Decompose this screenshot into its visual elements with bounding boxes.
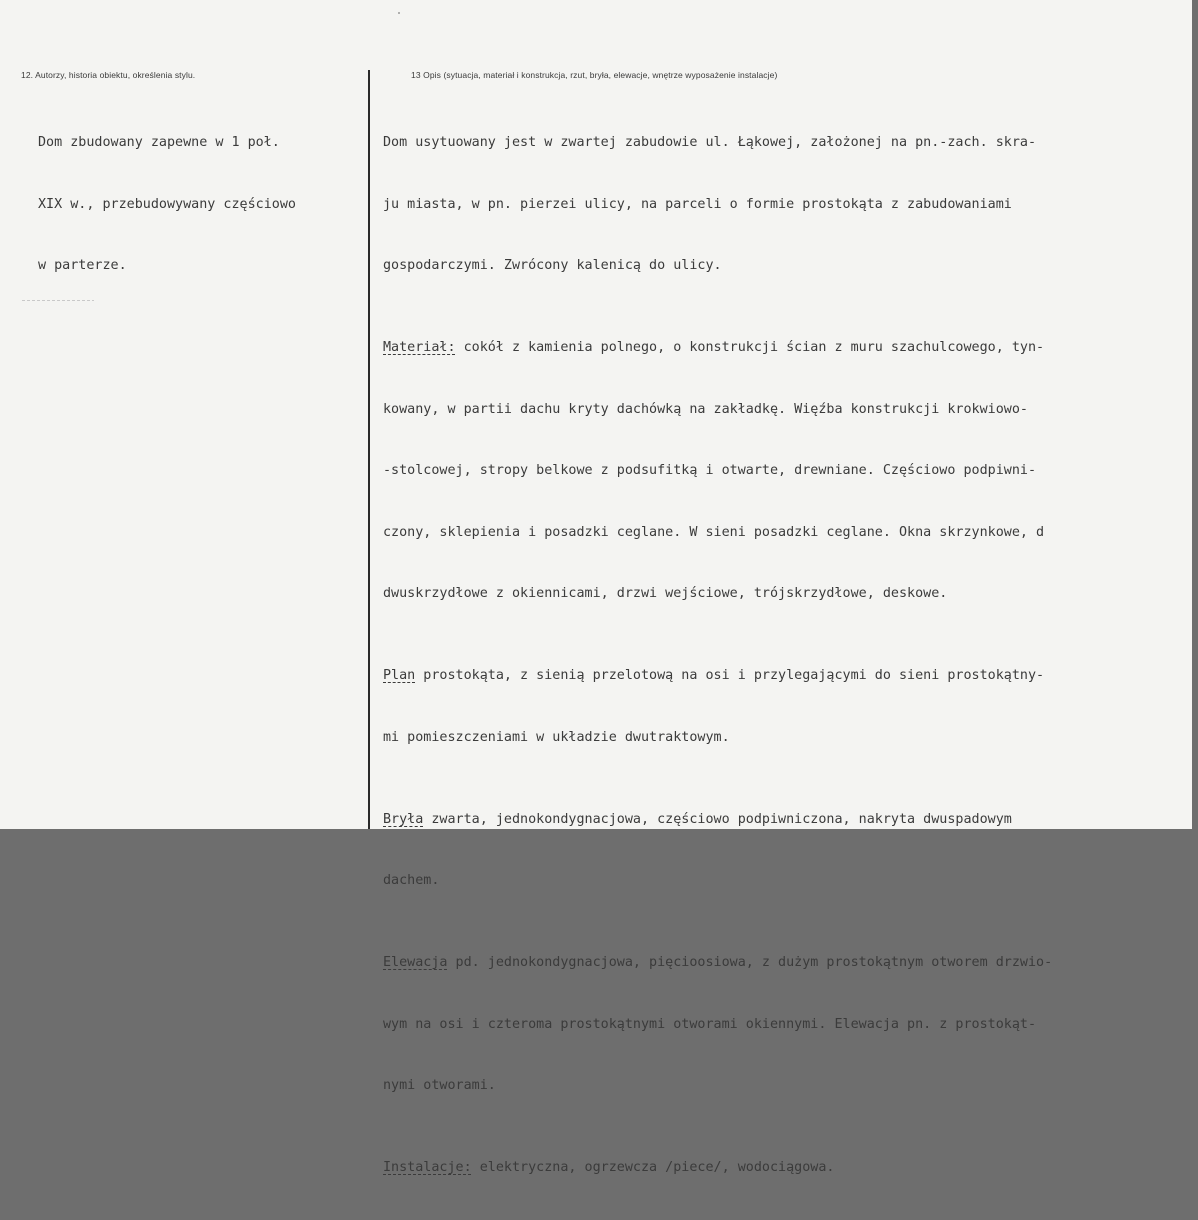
bryla-text: zwarta, jednokondygnacjowa, częściowo podpiwniczona, nakryta dwuspadowym xyxy=(423,811,1012,827)
material-line: -stolcowej, stropy belkowe z podsufitką i otwarte, drewniane. Częściowo podpiwni- xyxy=(383,463,1037,478)
paper-speck xyxy=(398,12,400,14)
material-label: Materiał: xyxy=(383,340,456,355)
field-12-text xyxy=(38,92,296,318)
situation-line: Dom usytuowany jest w zwartej zabudowie ul. Łąkowej, założonej na pn.-zach. skra- xyxy=(383,135,1037,150)
situation-line: ju miasta, w pn. pierzei ulicy, na parceli o formie prostokąta z zabudowaniami xyxy=(383,196,1012,212)
situation-line: gospodarczymi. Zwrócony kalenicą do ulicy. xyxy=(383,258,722,273)
field-13-text xyxy=(383,92,1189,1220)
field-12-line: XIX w., przebudowywany częściowo xyxy=(38,196,296,212)
bryla-label: Bryła xyxy=(383,811,424,827)
plan-text: prostokąta, z sienią przelotową na osi i przylegającymi do sieni prostokątny- xyxy=(415,668,1045,683)
instalacje-label: Instalacje: xyxy=(383,1160,472,1175)
field-12-line: w parterze. xyxy=(38,258,127,273)
field-12-line: Dom zbudowany zapewne w 1 poł. xyxy=(38,135,280,150)
bryla-line: dachem. xyxy=(383,873,440,888)
material-line xyxy=(383,338,1189,359)
elewacja-line: nymi otworami. xyxy=(383,1078,496,1093)
material-line: czony, sklepienia i posadzki ceglane. W sieni posadzki ceglane. Okna skrzynkowe, d xyxy=(383,524,1045,540)
plan-label: Plan xyxy=(383,668,416,683)
material-line: kowany, w partii dachu kryty dachówką na zakładkę. Więźba konstrukcji krokwiowo- xyxy=(383,401,1028,417)
plan-line xyxy=(383,666,1189,687)
plan-line: mi pomieszczeniami w układzie dwutraktowym. xyxy=(383,729,730,745)
field-12-label: 12. Autorzy, historia obiektu, określenia stylu. xyxy=(21,70,196,80)
instalacje-line xyxy=(383,1158,1189,1179)
elewacja-line: wym na osi i czteroma prostokątnymi otworami okiennymi. Elewacja pn. z prostokąt- xyxy=(383,1016,1037,1032)
elewacja-text: pd. jednokondygnacjowa, pięcioosiowa, z dużym prostokątnym otworem drzwio- xyxy=(447,955,1053,970)
material-text: cokół z kamienia polnego, o konstrukcji ścian z muru szachulcowego, tyn- xyxy=(455,340,1045,355)
instalacje-text: elektryczna, ogrzewcza /piece/, wodociągowa. xyxy=(471,1160,835,1175)
column-divider xyxy=(368,70,370,829)
bryla-line xyxy=(383,810,1189,831)
material-line: dwuskrzydłowe z okiennicami, drzwi wejściowe, trójskrzydłowe, deskowe. xyxy=(383,586,948,601)
elewacja-label: Elewacja xyxy=(383,955,448,970)
elewacja-line xyxy=(383,953,1189,974)
field-13-label: 13 Opis (sytuacja, materiał i konstrukcja, rzut, bryła, elewacje, wnętrze wyposażenie instalacje) xyxy=(411,70,778,80)
